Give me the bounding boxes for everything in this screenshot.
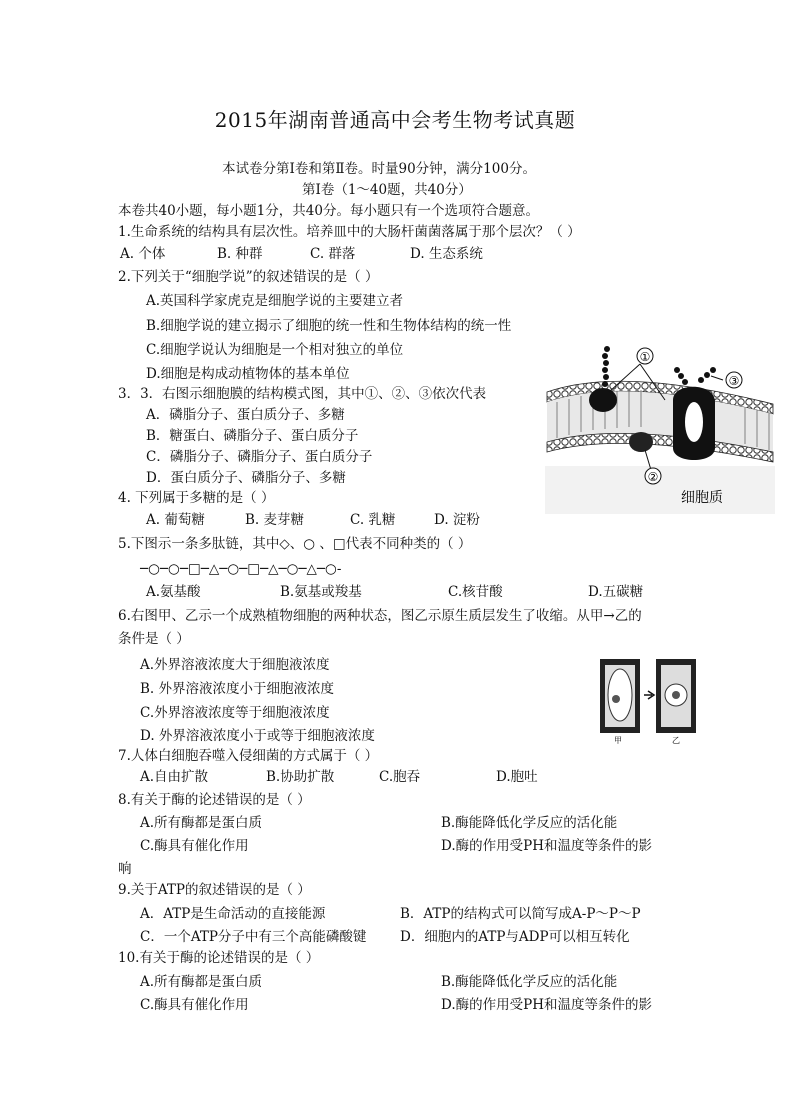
question-6-option-b: B. 外界溶液浓度小于细胞液浓度 [140, 681, 335, 697]
question-3-option-b: B．糖蛋白、磷脂分子、蛋白质分子 [146, 428, 359, 444]
question-9-option-a: A．ATP是生命活动的直接能源 [140, 906, 326, 922]
question-7-option-a: A.自由扩散 [140, 769, 209, 785]
question-10-stem: 10.有关于酶的论述错误的是（ ） [118, 950, 320, 966]
plant-cell-figure [598, 655, 698, 745]
question-8-option-a: A.所有酶都是蛋白质 [140, 815, 263, 831]
section-heading: 第Ⅰ卷（1～40题，共40分） [302, 182, 472, 198]
question-2-stem: 2.下列关于“细胞学说”的叙述错误的是（ ） [118, 269, 379, 285]
question-1-option-d: D. 生态系统 [410, 246, 483, 262]
page-title: 2015年湖南普通高中会考生物考试真题 [214, 108, 576, 132]
question-8-option-c: C.酶具有催化作用 [140, 838, 249, 854]
question-2-option-d: D.细胞是构成动植物体的基本单位 [146, 366, 350, 382]
question-5-stem: 5.下图示一条多肽链，其中◇、○ 、□代表不同种类的（ ） [118, 536, 472, 552]
question-7-stem: 7.人体白细胞吞噬入侵细菌的方式属于（ ） [118, 748, 379, 764]
question-9-option-c: C．一个ATP分子中有三个高能磷酸键 [140, 929, 367, 945]
figure-label-2: ② [647, 470, 659, 484]
question-9-option-b: B．ATP的结构式可以简写成A-P～P～P [400, 906, 641, 922]
question-10-option-a: A.所有酶都是蛋白质 [140, 974, 263, 990]
question-6-stem-cont: 条件是（ ） [118, 631, 190, 647]
figure-label-3: ③ [728, 374, 740, 388]
figure-label-jia: 甲 [614, 736, 622, 745]
question-4-stem: 4. 下列属于多糖的是（ ） [118, 490, 275, 506]
cell-membrane-figure [545, 342, 775, 514]
question-9-stem: 9.关于ATP的叙述错误的是（ ） [118, 882, 311, 898]
question-3-option-a: A．磷脂分子、蛋白质分子、多糖 [146, 407, 345, 423]
question-7-option-c: C.胞吞 [379, 769, 421, 785]
question-6-option-a: A.外界溶液浓度大于细胞液浓度 [140, 657, 330, 673]
question-5-option-c: C.核苷酸 [448, 584, 503, 600]
question-7-option-d: D.胞吐 [496, 769, 538, 785]
question-5-option-b: B.氨基或羧基 [280, 584, 362, 600]
section-instructions: 本卷共40小题，每小题1分，共40分。每小题只有一个选项符合题意。 [118, 203, 539, 219]
question-8-option-b: B.酶能降低化学反应的活化能 [441, 815, 618, 831]
question-8-option-d-cont: 响 [118, 861, 132, 877]
polypeptide-chain: ─○─○─□─△─○─□─△─○─△─○- [140, 561, 342, 577]
question-6-stem: 6.右图甲、乙示一个成熟植物细胞的两种状态，图乙示原生质层发生了收缩。从甲→乙的 [118, 608, 642, 624]
figure-label-yi: 乙 [672, 736, 680, 745]
question-5-option-d: D.五碳糖 [588, 584, 644, 600]
question-10-option-c: C.酶具有催化作用 [140, 997, 249, 1013]
question-2-option-a: A.英国科学家虎克是细胞学说的主要建立者 [146, 293, 404, 309]
exam-info: 本试卷分第Ⅰ卷和第Ⅱ卷。时量90分钟，满分100分。 [222, 161, 536, 177]
question-7-option-b: B.协助扩散 [266, 769, 335, 785]
question-4-option-a: A. 葡萄糖 [146, 512, 205, 528]
question-6-option-d: D. 外界溶液浓度小于或等于细胞液浓度 [140, 728, 375, 744]
question-1-option-c: C. 群落 [310, 246, 356, 262]
question-5-option-a: A.氨基酸 [146, 584, 201, 600]
question-1-option-b: B. 种群 [217, 246, 263, 262]
question-9-option-d: D．细胞内的ATP与ADP可以相互转化 [400, 929, 630, 945]
question-8-stem: 8.有关于酶的论述错误的是（ ） [118, 792, 311, 808]
question-3-stem: 3．3．右图示细胞膜的结构模式图，其中①、②、③依次代表 [118, 386, 487, 402]
figure-label-1: ① [639, 350, 651, 364]
question-2-option-c: C.细胞学说认为细胞是一个相对独立的单位 [146, 342, 404, 358]
question-6-option-c: C.外界溶液浓度等于细胞液浓度 [140, 705, 330, 721]
question-10-option-d: D.酶的作用受PH和温度等条件的影 [441, 997, 652, 1013]
question-2-option-b: B.细胞学说的建立揭示了细胞的统一性和生物体结构的统一性 [146, 318, 512, 334]
question-3-option-c: C．磷脂分子、磷脂分子、蛋白质分子 [146, 449, 373, 465]
question-4-option-b: B. 麦芽糖 [245, 512, 305, 528]
question-4-option-c: C. 乳糖 [350, 512, 396, 528]
question-4-option-d: D. 淀粉 [434, 512, 480, 528]
question-1-option-a: A. 个体 [120, 246, 166, 262]
question-8-option-d: D.酶的作用受PH和温度等条件的影 [441, 838, 652, 854]
figure-caption-cytoplasm: 细胞质 [681, 490, 723, 506]
question-10-option-b: B.酶能降低化学反应的活化能 [441, 974, 618, 990]
question-3-option-d: D．蛋白质分子、磷脂分子、多糖 [146, 470, 346, 486]
question-1-stem: 1.生命系统的结构具有层次性。培养皿中的大肠杆菌菌落属于那个层次？（ ） [118, 224, 581, 240]
